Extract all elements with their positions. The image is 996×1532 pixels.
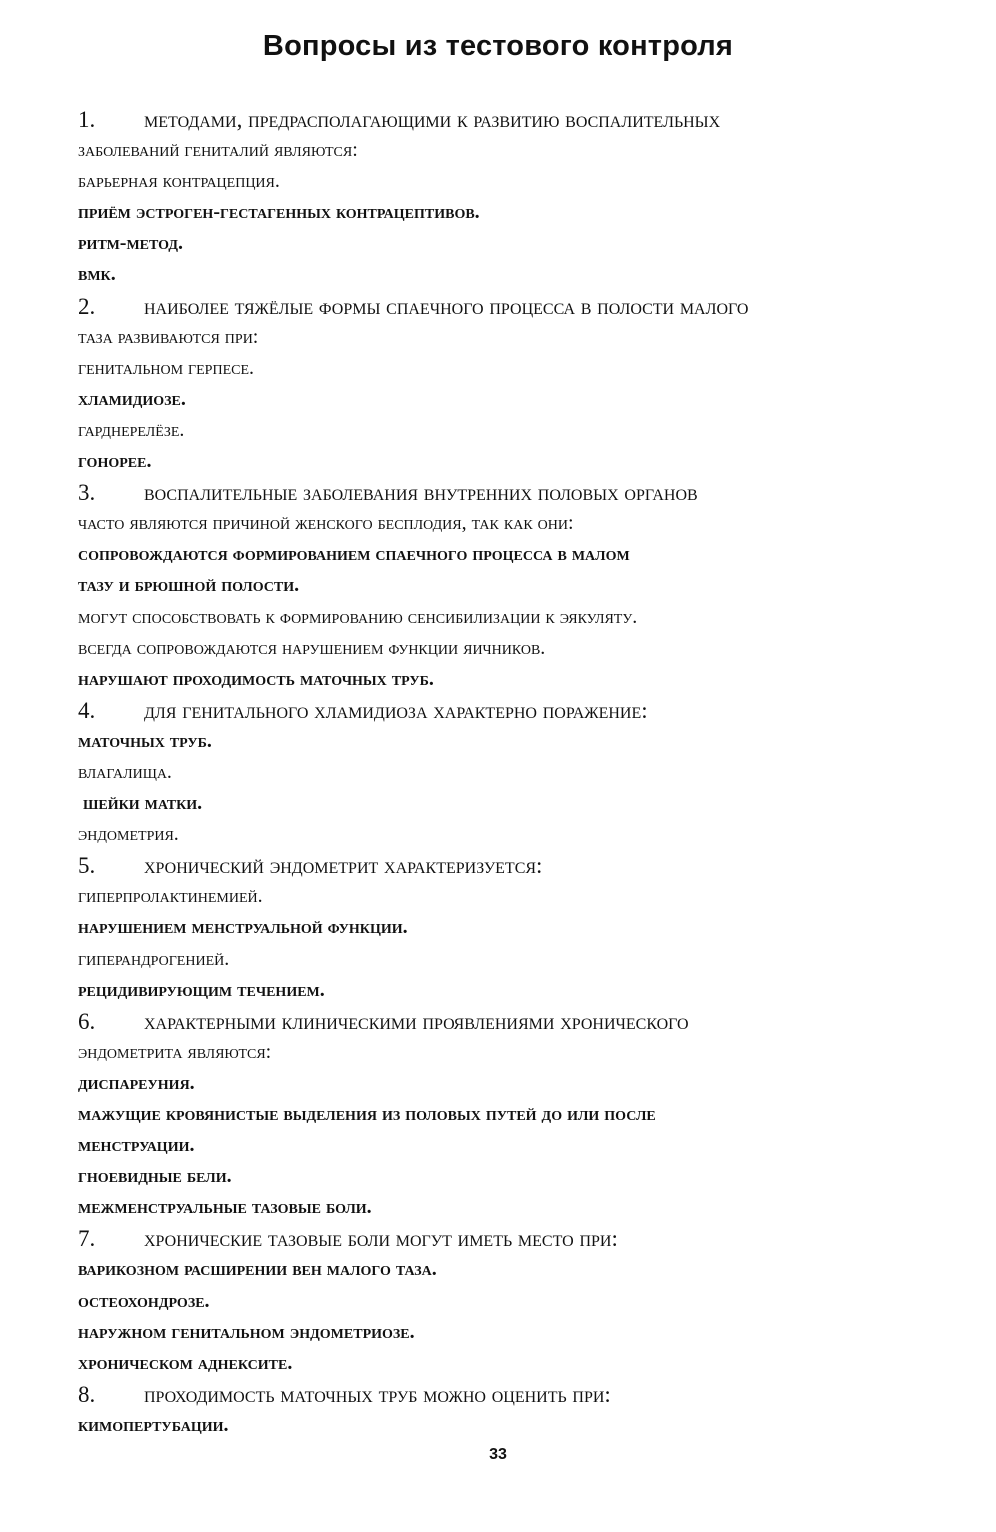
answer-line-correct (78, 1068, 928, 1099)
question-number: 2. (78, 293, 96, 319)
line-text: ритм-метод. (78, 232, 183, 255)
answer-line (78, 135, 928, 166)
answer-line-correct (78, 1254, 928, 1285)
line-text: генитальном герпесе. (78, 356, 255, 379)
answer-line-correct (78, 975, 928, 1006)
line-text: могут способствовать к формированию сенсибилизации к эякуляту. (78, 605, 638, 628)
answer-line-correct (78, 912, 928, 943)
question-number: 4. (78, 697, 96, 723)
answer-line-correct (78, 1348, 928, 1379)
question-line (78, 291, 928, 322)
question-line (78, 477, 928, 508)
answer-line (78, 602, 928, 633)
answer-line (78, 1037, 928, 1068)
answer-line (78, 881, 928, 912)
line-text: приём эстроген-гестагенных контрацептивов. (78, 201, 480, 224)
page-title: Вопросы из тестового контроля (262, 30, 734, 62)
answer-line-correct (78, 197, 928, 228)
line-text: часто являются причиной женского бесплодия, так как они: (78, 512, 574, 535)
answer-line-correct (78, 1410, 928, 1441)
line-text: заболеваний гениталий являются: (78, 139, 358, 162)
line-text: сопровождаются формированием спаечного процесса в малом (78, 543, 630, 566)
answer-line (78, 415, 928, 446)
answer-line-correct (78, 788, 928, 819)
answer-line (78, 633, 928, 664)
line-text: методами, предрасполагающими к развитию воспалительных (144, 107, 721, 132)
line-text: влагалища. (78, 760, 172, 783)
answer-line-correct (78, 446, 928, 477)
question-line (78, 1223, 928, 1254)
line-text: воспалительные заболевания внутренних половых органов (144, 480, 698, 506)
answer-line-correct (78, 664, 928, 695)
answer-line-correct (78, 1099, 928, 1130)
line-text: наиболее тяжёлые формы спаечного процесса в полости малого (144, 293, 749, 319)
question-number: 1. (78, 107, 96, 132)
question-line (78, 1006, 928, 1037)
line-text: тазу и брюшной полости. (78, 574, 300, 597)
page-number: 33 (489, 1446, 507, 1463)
line-text: диспареуния. (78, 1071, 195, 1094)
line-text: хронический эндометрит характеризуется: (144, 853, 543, 879)
answer-line-correct (78, 1192, 928, 1223)
answer-line (78, 819, 928, 850)
line-text: гиперпролактинемией. (78, 885, 263, 908)
line-text: рецидивирующим течением. (78, 978, 325, 1001)
answer-line-correct (78, 259, 928, 290)
answer-line-correct (78, 726, 928, 757)
line-text: таза развиваются при: (78, 325, 259, 348)
question-line (78, 695, 928, 726)
answer-line-correct (78, 539, 928, 570)
answer-line-correct (78, 570, 928, 601)
line-text: гноевидные бели. (78, 1165, 232, 1188)
line-text: барьерная контрацепция. (78, 170, 280, 193)
answer-line (78, 322, 928, 353)
line-text: межменструальные тазовые боли. (78, 1196, 372, 1219)
question-number: 7. (78, 1226, 96, 1252)
answer-line (78, 757, 928, 788)
line-text: наружном генитальном эндометриозе. (78, 1320, 415, 1343)
line-text: остеохондрозе. (78, 1289, 210, 1312)
answer-line-correct (78, 228, 928, 259)
line-text: проходимость маточных труб можно оценить при: (144, 1381, 611, 1407)
answer-line (78, 944, 928, 975)
answer-line-correct (78, 1161, 928, 1192)
line-text: хроническом аднексите. (78, 1351, 293, 1374)
answer-line-correct (78, 1130, 928, 1161)
line-text: нарушают проходимость маточных труб. (78, 667, 434, 690)
answer-line-correct (78, 1286, 928, 1317)
question-number: 6. (78, 1008, 96, 1034)
question-line (78, 1379, 928, 1410)
line-text: варикозном расширении вен малого таза. (78, 1258, 437, 1281)
line-text: нарушением менструальной функции. (78, 916, 408, 939)
line-text: всегда сопровождаются нарушением функции яичников. (78, 636, 546, 659)
question-line (78, 104, 928, 135)
line-text: для генитального хламидиоза характерно поражение: (144, 697, 648, 723)
line-text: менструации. (78, 1134, 195, 1157)
line-text: кимопертубации. (78, 1413, 229, 1436)
question-number: 3. (78, 480, 96, 506)
line-text: гонорее. (78, 450, 152, 473)
line-text: эндометрита являются: (78, 1040, 272, 1063)
line-text: гарднерелёзе. (78, 418, 185, 441)
line-text: эндометрия. (78, 823, 179, 846)
answer-line-correct (78, 1317, 928, 1348)
question-number: 8. (78, 1381, 96, 1407)
question-list (78, 104, 928, 1441)
line-text: хламидиозе. (78, 387, 186, 410)
line-text: шейки матки. (78, 792, 203, 815)
line-text: хронические тазовые боли могут иметь место при: (144, 1226, 618, 1252)
answer-line (78, 353, 928, 384)
answer-line (78, 508, 928, 539)
question-number: 5. (78, 853, 96, 879)
line-text: маточных труб. (78, 729, 212, 752)
answer-line (78, 166, 928, 197)
line-text: гиперандрогенией. (78, 947, 230, 970)
answer-line-correct (78, 384, 928, 415)
line-text: вмк. (78, 263, 116, 286)
line-text: характерными клиническими проявлениями хронического (144, 1008, 689, 1034)
line-text: мажущие кровянистые выделения из половых путей до или после (78, 1103, 656, 1125)
question-line (78, 850, 928, 881)
